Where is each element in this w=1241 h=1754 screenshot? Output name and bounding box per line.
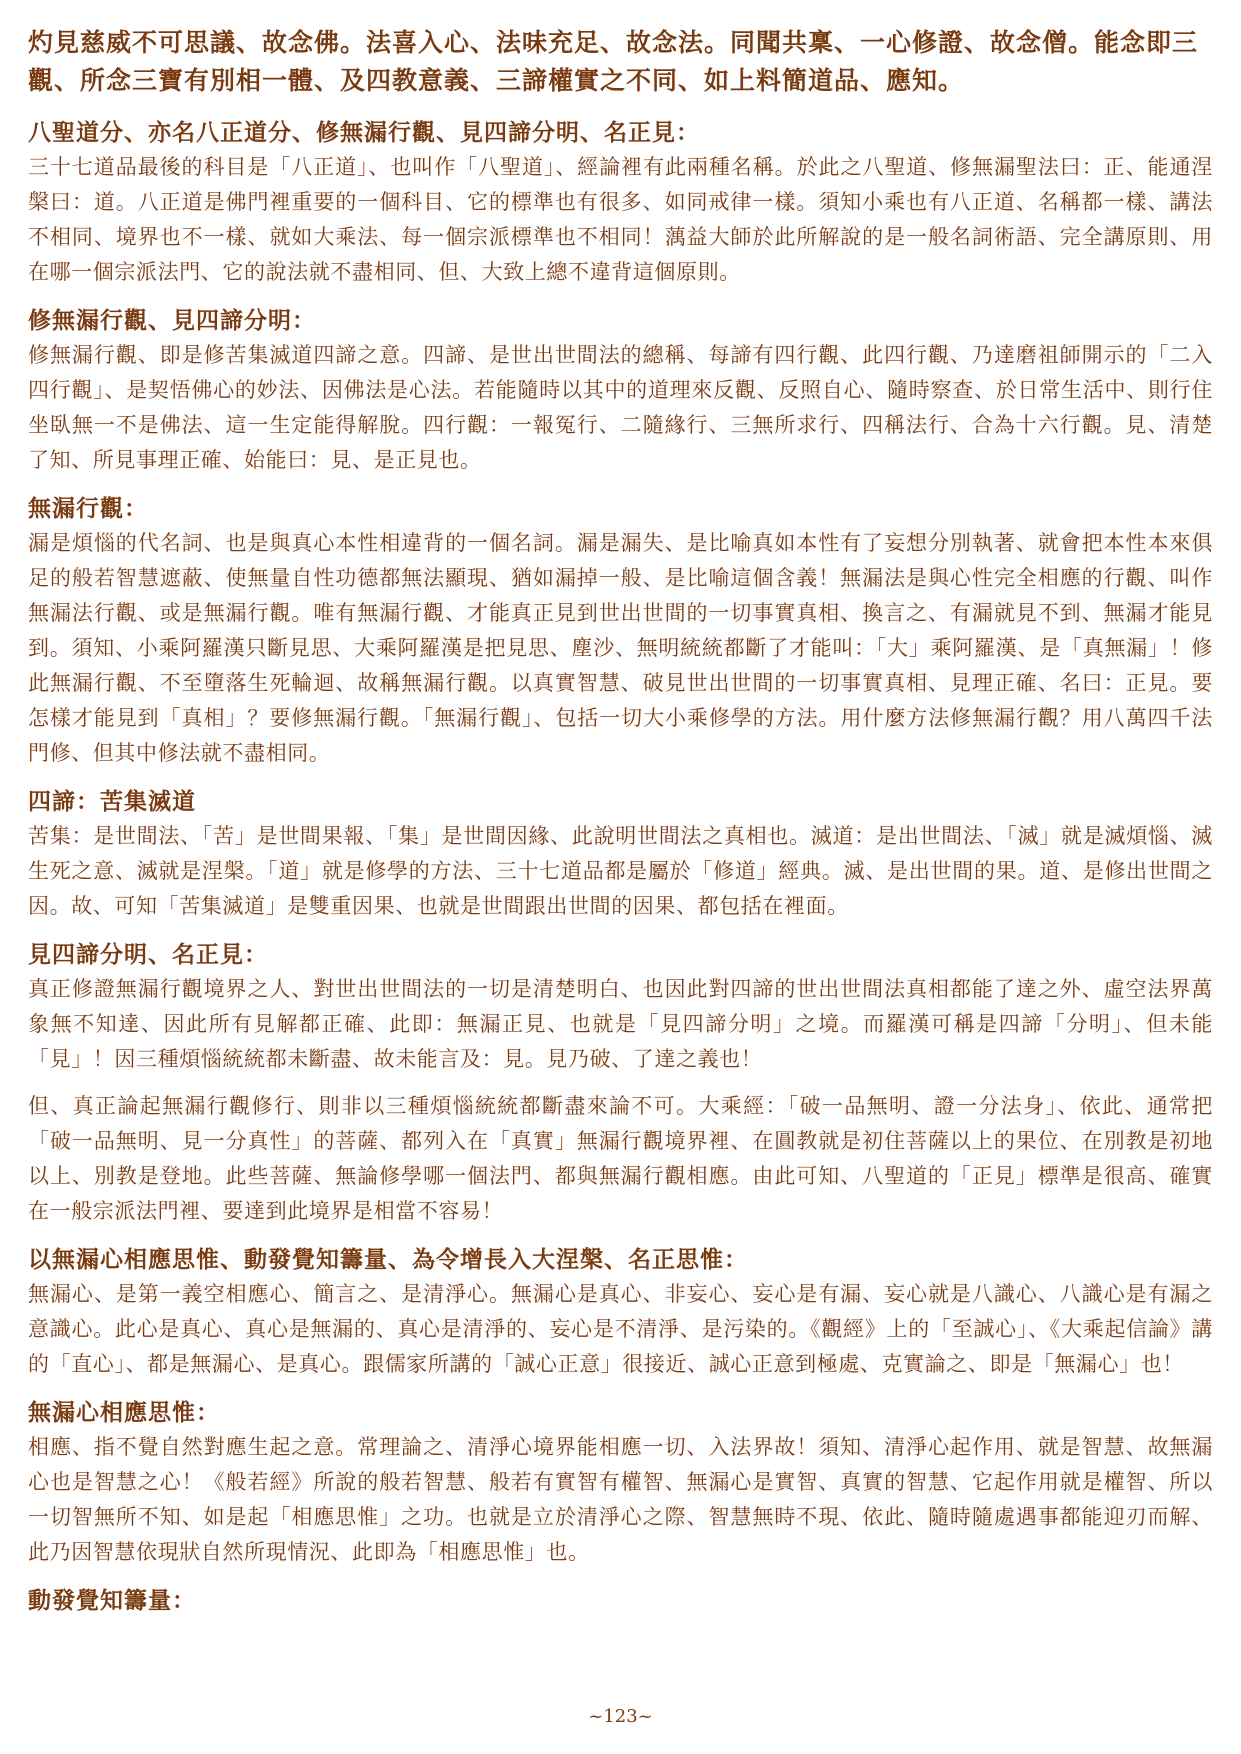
section-four-truths — [28, 785, 1213, 924]
section-heading: 動發覺知籌量： — [28, 1587, 196, 1614]
section-right-view — [28, 938, 1213, 1229]
section-heading: 無漏心相應思惟： — [28, 1399, 220, 1426]
section-heading: 以無漏心相應思惟、動發覺知籌量、為令增長入大涅槃、名正思惟： — [28, 1246, 748, 1273]
section-paragraph: 修無漏行觀、即是修苦集滅道四諦之意。四諦、是世出世間法的總稱、每諦有四行觀、此四行觀、乃達磨祖師開示的「二入四行觀」、是契悟佛心的妙法、因佛法是心法。若能隨時以其中的道理來反觀、反照自心、隨時察查、於日常生活中、則行住坐臥無一不是佛法、這一生定能得解脫。四行觀：一報冤行、二隨緣行、三無所求行、四稱法行、合為十六行觀。見、清楚了知、所見事理正確、始能曰：見、是正見也。 — [28, 343, 1213, 472]
section-heading: 八聖道分、亦名八正道分、修無漏行觀、見四諦分明、名正見： — [28, 119, 700, 146]
section-heading: 修無漏行觀、見四諦分明： — [28, 307, 316, 334]
section-eightfold-path — [28, 116, 1213, 290]
section-paragraph: 苦集：是世間法、「苦」是世間果報、「集」是世間因緣、此說明世間法之真相也。滅道：是出世間法、「滅」就是滅煩惱、滅生死之意、滅就是涅槃。「道」就是修學的方法、三十七道品都是屬於「修道」經典。滅、是出世間的果。道、是修出世間之因。故、可知「苦集滅道」是雙重因果、也就是世間跟出世間的因果、都包括在裡面。 — [28, 824, 1213, 918]
section-paragraph: 但、真正論起無漏行觀修行、則非以三種煩惱統統都斷盡來論不可。大乘經：「破一品無明、證一分法身」、依此、通常把「破一品無明、見一分真性」的菩薩、都列入在「真實」無漏行觀境界裡、在圓教就是初住菩薩以上的果位、在別教是初地以上、別教是登地。此些菩薩、無論修學哪一個法門、都與無漏行觀相應。由此可知、八聖道的「正見」標準是很高、確實在一般宗派法門裡、要達到此境界是相當不容易！ — [28, 1094, 1213, 1223]
section-paragraph: 真正修證無漏行觀境界之人、對世出世間法的一切是清楚明白、也因此對四諦的世出世間法真相都能了達之外、虛空法界萬象無不知達、因此所有見解都正確、此即：無漏正見、也就是「見四諦分明」之境。而羅漢可稱是四諦「分明」、但未能「見」！因三種煩惱統統都未斷盡、故未能言及：見。見乃破、了達之義也！ — [28, 977, 1213, 1071]
section-wuliu-four-truths — [28, 304, 1213, 478]
section-wuliu-xingguan — [28, 492, 1213, 771]
page-number: ~123~ — [588, 1706, 653, 1727]
intro-paragraph: 灼見慈威不可思議、故念佛。法喜入心、法味充足、故念法。同聞共稟、一心修證、故念僧。能念即三觀、所念三寶有別相一體、及四教意義、三諦權實之不同、如上料簡道品、應知。 — [28, 28, 1199, 95]
document-page — [28, 24, 1213, 1632]
section-paragraph: 漏是煩惱的代名詞、也是與真心本性相違背的一個名詞。漏是漏失、是比喻真如本性有了妄想分別執著、就會把本性本來俱足的般若智慧遮蔽、使無量自性功德都無法顯現、猶如漏掉一般、是比喻這個含義！無漏法是與心性完全相應的行觀、叫作無漏法行觀、或是無漏行觀。唯有無漏行觀、才能真正見到世出世間的一切事實真相、換言之、有漏就見不到、無漏才能見到。須知、小乘阿羅漢只斷見思、大乘阿羅漢是把見思、塵沙、無明統統都斷了才能叫：「大」乘阿羅漢、是「真無漏」！修此無漏行觀、不至墮落生死輪迴、故稱無漏行觀。以真實智慧、破見世出世間的一切事實真相、見理正確、名曰：正見。要怎樣才能見到「真相」？要修無漏行觀。「無漏行觀」、包括一切大小乘修學的方法。用什麼方法修無漏行觀？用八萬四千法門修、但其中修法就不盡相同。 — [28, 531, 1213, 765]
section-paragraph: 相應、指不覺自然對應生起之意。常理論之、清淨心境界能相應一切、入法界故！須知、清淨心起作用、就是智慧、故無漏心也是智慧之心！《般若經》所說的般若智慧、般若有實智有權智、無漏心是實智、真實的智慧、它起作用就是權智、所以一切智無所不知、如是起「相應思惟」之功。也就是立於清淨心之際、智慧無時不現、依此、隨時隨處遇事都能迎刃而解、此乃因智慧依現狀自然所現情況、此即為「相應思惟」也。 — [28, 1435, 1213, 1564]
section-heading: 無漏行觀： — [28, 495, 148, 522]
section-paragraph: 三十七道品最後的科目是「八正道」、也叫作「八聖道」、經論裡有此兩種名稱。於此之八聖道、修無漏聖法曰：正、能通涅槃曰：道。八正道是佛門裡重要的一個科目、它的標準也有很多、如同戒律一樣。須知小乘也有八正道、名稱都一樣、講法不相同、境界也不一樣、就如大乘法、每一個宗派標準也不相同！蕅益大師於此所解說的是一般名詞術語、完全講原則、用在哪一個宗派法門、它的說法就不盡相同、但、大致上總不違背這個原則。 — [28, 155, 1213, 284]
section-corresponding-thought — [28, 1396, 1213, 1570]
section-heading: 四諦：苦集滅道 — [28, 788, 196, 815]
section-right-thought — [28, 1243, 1213, 1382]
section-paragraph: 無漏心、是第一義空相應心、簡言之、是清淨心。無漏心是真心、非妄心、妄心是有漏、妄心就是八識心、八識心是有漏之意識心。此心是真心、真心是無漏的、真心是清淨的、妄心是不清淨、是污染的。《觀經》上的「至誠心」、《大乘起信論》講的「直心」、都是無漏心、是真心。跟儒家所講的「誠心正意」很接近、誠心正意到極處、克實論之、即是「無漏心」也！ — [28, 1282, 1213, 1376]
section-awareness-measure — [28, 1584, 1213, 1618]
section-heading: 見四諦分明、名正見： — [28, 941, 268, 968]
